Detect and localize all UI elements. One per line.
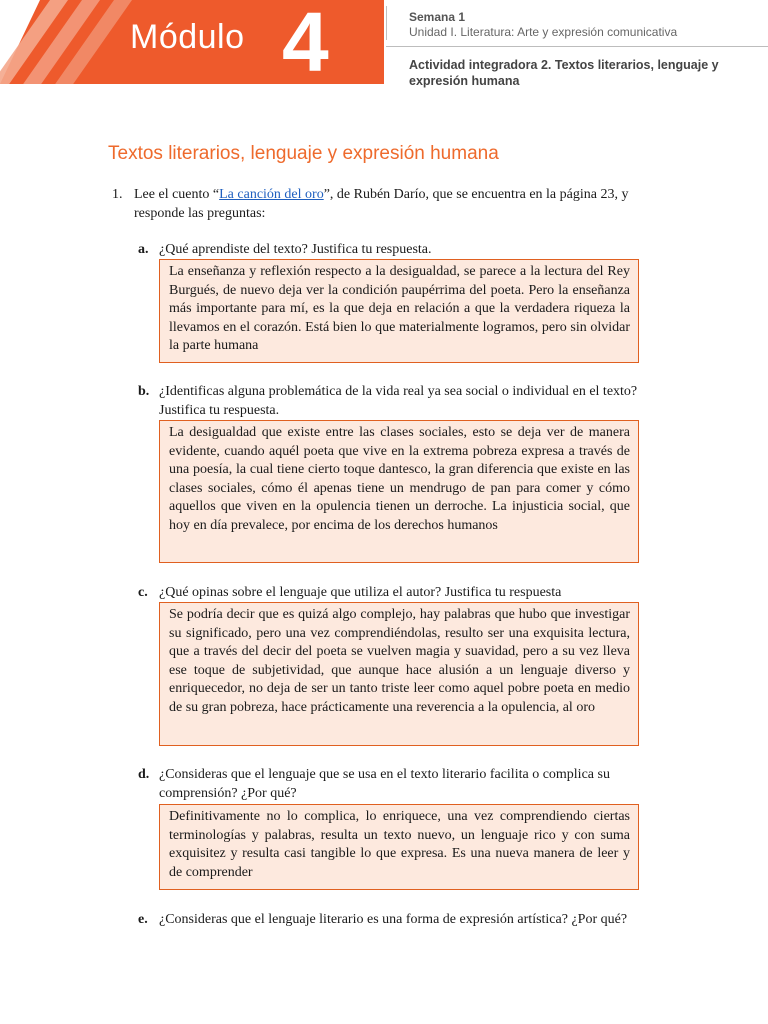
question-letter: b. [138, 384, 150, 399]
module-label: Módulo [130, 18, 245, 56]
question-letter: d. [138, 767, 150, 782]
question-text: ¿Identificas alguna problemática de la vida real ya sea social o individual en el texto? Justifica tu respuesta. [159, 384, 638, 418]
question-text: ¿Consideras que el lenguaje literario es una forma de expresión artística? ¿Por qué? [159, 912, 628, 927]
page-title: Textos literarios, lenguaje y expresión humana [108, 143, 499, 164]
module-header [0, 0, 768, 89]
answer-box-b: La desigualdad que existe entre las clases sociales, esto se deja ver de manera evidente, cuando aquél poeta que vive en la extrema pobreza expresa a través de una poesía, la cual tiene cierto toque dantesco, la gran diferencia que existe en las clases sociales, cómo él apenas tiene un mendrugo de pan para comer y cómo aquellos que viven en la opulencia tienen un derroche. La injusticia social, que hoy en día prevalece, por encima de los derechos humanos [159, 420, 639, 563]
instruction-suffix: ”, de Rubén Darío, que se encuentra en la página 23, y responde las preguntas: [134, 187, 629, 221]
question-letter: c. [138, 585, 148, 600]
header-divider [386, 6, 387, 40]
unit-label: Unidad I. Literatura: Arte y expresión comunicativa [409, 25, 678, 39]
question-text: ¿Qué opinas sobre el lenguaje que utiliza el autor? Justifica tu respuesta [159, 585, 562, 600]
question-letter: a. [138, 242, 149, 257]
answer-box-a: La enseñanza y reflexión respecto a la desigualdad, se parece a la lectura del Rey Burgués, de nuevo deja ver la condición paupérrima del poeta. Pero la enseñanza más importante para mí, es la que deja en relación a que la verdadera riqueza la llevamos en el corazón. Está bien lo que materialmente logramos, pero sin olvidar la parte humana [159, 259, 639, 363]
instruction-text [134, 185, 654, 223]
question-letter: e. [138, 912, 148, 927]
story-link[interactable]: La canción del oro [219, 187, 324, 202]
question-text: ¿Consideras que el lenguaje que se usa en el texto literario facilita o complica su comprensión? ¿Por qué? [159, 767, 610, 801]
answer-box-d: Definitivamente no lo complica, lo enriquece, una vez comprendiendo ciertas terminologías y palabras, resulta un texto nuevo, un lenguaje rico y con suma exquisitez y resulta casi tangible lo que expresa. Es una nueva manera de leer y de comprender [159, 804, 639, 890]
instruction-prefix: Lee el cuento “ [134, 187, 220, 202]
header-rule [386, 46, 768, 47]
answer-box-c: Se podría decir que es quizá algo complejo, hay palabras que hubo que investigar su significado, pero una vez comprendiéndolas, resulto ser una exquisita lectura, que a través del decir del poeta se vuelven magia y suavidad, pero a su vez lleva ese toque de subjetividad, que aunque hace alusión a un lenguaje diverso y enriquecedor, no deja de ser un tanto triste leer como aquel pobre poeta en medio de su gran pobreza, hace prácticamente una reverencia a la opulencia, al oro [159, 602, 639, 746]
activity-title: Actividad integradora 2. Textos literarios, lenguaje y expresión humana [409, 58, 719, 88]
question-text: ¿Qué aprendiste del texto? Justifica tu respuesta. [159, 242, 432, 257]
week-label: Semana 1 [409, 10, 466, 24]
instruction-number: 1. [112, 187, 123, 202]
module-number: 4 [282, 0, 329, 89]
